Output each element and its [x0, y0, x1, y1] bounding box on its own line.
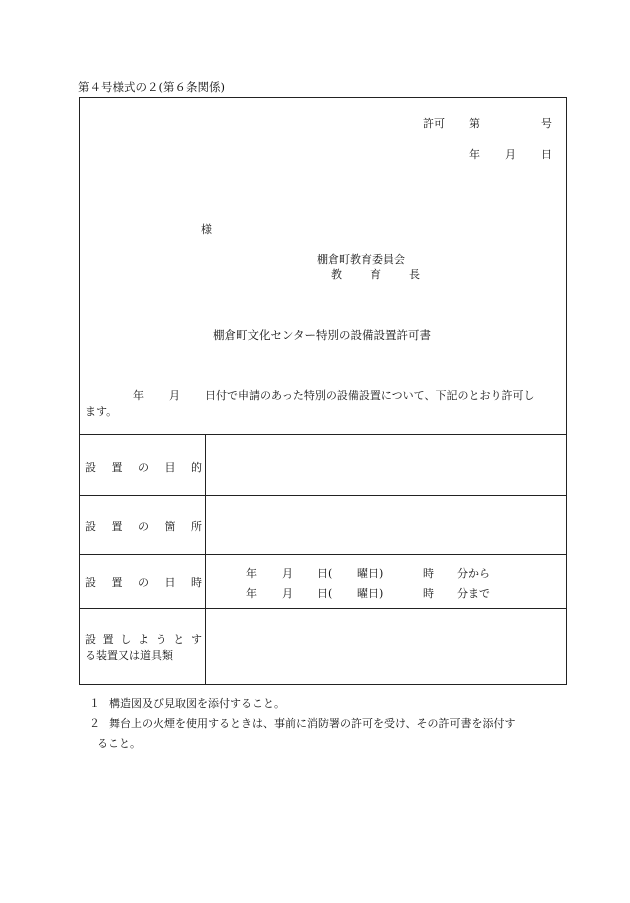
- row-rule: [80, 495, 566, 496]
- note-text: 舞台上の火煙を使用するときは、事前に消防署の許可を受け、その許可書を添付す: [109, 717, 516, 730]
- dt-minute: 分まで: [457, 587, 490, 600]
- body-line1: 日付で申請のあった特別の設備設置について、下記のとおり許可し: [205, 389, 535, 402]
- label-char: 箇: [164, 520, 176, 533]
- issue-date-month: 月: [505, 148, 516, 161]
- document-title: 棚倉町文化センター特別の設備設置許可書: [213, 328, 432, 342]
- issue-date-day: 日: [541, 148, 552, 161]
- note-number: ２: [89, 717, 100, 730]
- label-char: 置: [111, 520, 123, 533]
- form-heading: 第４号様式の２(第６条関係): [78, 80, 225, 94]
- note-number: １: [89, 697, 100, 710]
- label-char: 設: [85, 520, 96, 533]
- permit-go: 号: [541, 117, 552, 130]
- label-char: の: [138, 520, 149, 533]
- dt-day: 日(: [317, 567, 333, 580]
- row-label-purpose: [85, 459, 202, 475]
- row-label-equipment-line2: る装置又は道具類: [85, 649, 173, 662]
- label-char: う: [155, 633, 167, 646]
- label-char: 置: [102, 633, 114, 646]
- label-char: よ: [137, 633, 149, 646]
- note-item: [89, 734, 516, 754]
- issuer-title-char: 長: [409, 268, 420, 281]
- row-label-location: [85, 518, 202, 534]
- row-label-datetime: [85, 574, 202, 590]
- dt-minute: 分から: [457, 567, 490, 580]
- body-line2: ます。: [85, 405, 118, 418]
- dt-month: 月: [282, 567, 293, 580]
- label-char: 設: [85, 576, 96, 589]
- label-char: 設: [85, 461, 96, 474]
- dt-weekday: 曜日): [357, 567, 384, 580]
- note-text: 構造図及び見取図を添付すること。: [109, 697, 285, 710]
- permit-label: 許可: [423, 117, 445, 130]
- label-char: し: [120, 633, 132, 646]
- column-rule: [205, 434, 206, 684]
- note-item: [89, 694, 516, 714]
- table-top-rule: [80, 434, 566, 435]
- body-month: 月: [169, 389, 180, 402]
- dt-hour: 時: [423, 587, 434, 600]
- row-rule: [80, 608, 566, 609]
- addressee-suffix: 様: [201, 223, 212, 236]
- label-char: の: [138, 461, 149, 474]
- label-char: 目: [164, 461, 176, 474]
- label-char: 的: [191, 461, 202, 474]
- dt-hour: 時: [423, 567, 434, 580]
- label-char: の: [138, 576, 149, 589]
- label-char: 置: [111, 461, 123, 474]
- label-char: す: [190, 633, 202, 646]
- label-char: 時: [191, 576, 202, 589]
- note-item: [89, 714, 516, 734]
- dt-weekday: 曜日): [357, 587, 384, 600]
- note-text: ること。: [97, 737, 141, 750]
- label-char: 置: [111, 576, 123, 589]
- dt-day: 日(: [317, 587, 333, 600]
- permit-form-frame: [79, 97, 567, 685]
- notes: [89, 694, 516, 754]
- body-year: 年: [133, 389, 144, 402]
- label-char: と: [173, 633, 185, 646]
- label-char: 所: [191, 520, 202, 533]
- dt-year: 年: [246, 567, 257, 580]
- permit-dai: 第: [469, 117, 480, 130]
- issuer-org: 棚倉町教育委員会: [317, 253, 405, 266]
- issuer-title-char: 教: [331, 268, 342, 281]
- issuer-title-char: 育: [370, 268, 381, 281]
- dt-year: 年: [246, 587, 257, 600]
- row-rule: [80, 554, 566, 555]
- dt-month: 月: [282, 587, 293, 600]
- issue-date-year: 年: [469, 148, 480, 161]
- row-label-equipment: [85, 631, 202, 647]
- label-char: 日: [164, 576, 176, 589]
- issuer-title: [331, 266, 420, 282]
- label-char: 設: [85, 633, 96, 646]
